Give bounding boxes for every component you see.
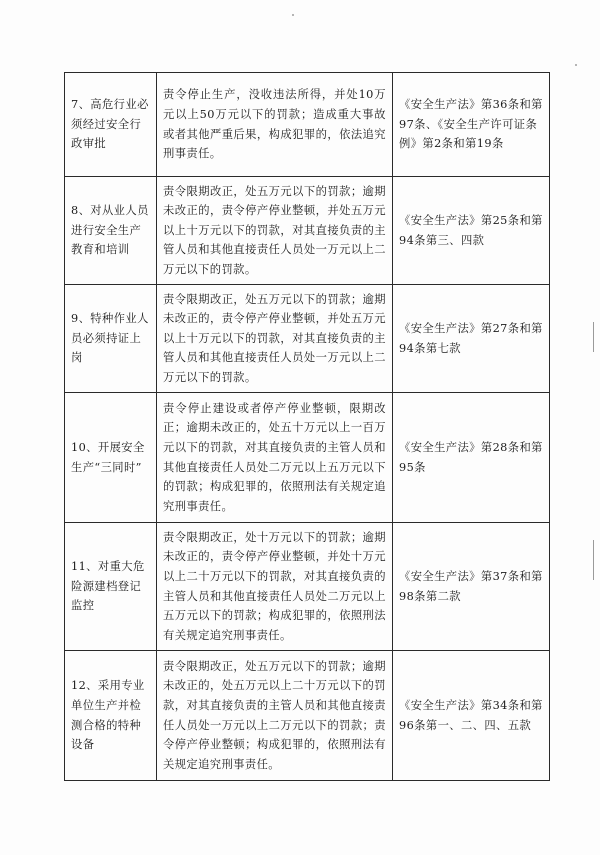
item-cell: 10、开展安全生产“三同时” bbox=[65, 393, 157, 523]
item-cell: 9、特种作业人员必须持证上岗 bbox=[65, 285, 157, 393]
item-cell: 11、对重大危险源建档登记监控 bbox=[65, 523, 157, 651]
item-cell: 12、采用专业单位生产并检测合格的特种设备 bbox=[65, 651, 157, 781]
penalty-cell: 责令限期改正，处五万元以下的罚款；逾期未改正的，责令停产停业整顿，并处五万元以上十万元以下的罚款，对其直接负责的主管人员和其他直接责任人员处一万元以上二万元以下的罚款。 bbox=[157, 177, 393, 285]
table-row bbox=[65, 651, 550, 781]
penalty-cell: 责令停止建设或者停产停业整顿，限期改正；逾期未改正的，处五十万元以上一百万元以下的罚款，对其直接负责的主管人员和其他直接责任人员处二万元以上五万元以下的罚款；构成犯罪的，依照刑法有关规定追究刑事责任。 bbox=[157, 393, 393, 523]
penalty-cell: 责令限期改正，处五万元以下的罚款；逾期未改正的，处五万元以上二十万元以下的罚款，对其直接负责的主管人员和其他直接责任人员处一万元以上二万元以下的罚款；责令停产停业整顿；构成犯罪的，依照刑法有关规定追究刑事责任。 bbox=[157, 651, 393, 781]
table-row bbox=[65, 393, 550, 523]
scan-edge-line bbox=[593, 540, 594, 580]
table-row bbox=[65, 285, 550, 393]
law-cell: 《安全生产法》第34条和第96条第一、二、四、五款 bbox=[393, 651, 550, 781]
penalty-cell: 责令停止生产，没收违法所得，并处10万元以上50万元以下的罚款；造成重大事故或者其他严重后果，构成犯罪的，依法追究刑事责任。 bbox=[157, 73, 393, 177]
table-row bbox=[65, 523, 550, 651]
table-row bbox=[65, 177, 550, 285]
law-cell: 《安全生产法》第37条和第98条第二款 bbox=[393, 523, 550, 651]
item-cell: 7、高危行业必须经过安全行政审批 bbox=[65, 73, 157, 177]
penalty-cell: 责令限期改正，处五万元以下的罚款；逾期未改正的，责令停产停业整顿，并处五万元以上十万元以下的罚款，对其直接负责的主管人员和其他直接责任人员处一万元以上二万元以下的罚款。 bbox=[157, 285, 393, 393]
scan-speck bbox=[292, 14, 294, 16]
scan-edge-line bbox=[593, 322, 594, 352]
scan-speck bbox=[575, 64, 577, 66]
table-row bbox=[65, 73, 550, 177]
law-cell: 《安全生产法》第28条和第95条 bbox=[393, 393, 550, 523]
item-cell: 8、对从业人员进行安全生产教育和培训 bbox=[65, 177, 157, 285]
regulation-table bbox=[64, 72, 550, 781]
law-cell: 《安全生产法》第36条和第97条、《安全生产许可证条例》第2条和第19条 bbox=[393, 73, 550, 177]
law-cell: 《安全生产法》第25条和第94条第三、四款 bbox=[393, 177, 550, 285]
law-cell: 《安全生产法》第27条和第94条第七款 bbox=[393, 285, 550, 393]
penalty-cell: 责令限期改正，处十万元以下的罚款；逾期未改正的，责令停产停业整顿，并处十万元以上二十万元以下的罚款，对其直接负责的主管人员和其他直接责任人员处二万元以上五万元以下的罚款；构成犯罪的，依照刑法有关规定追究刑事责任。 bbox=[157, 523, 393, 651]
